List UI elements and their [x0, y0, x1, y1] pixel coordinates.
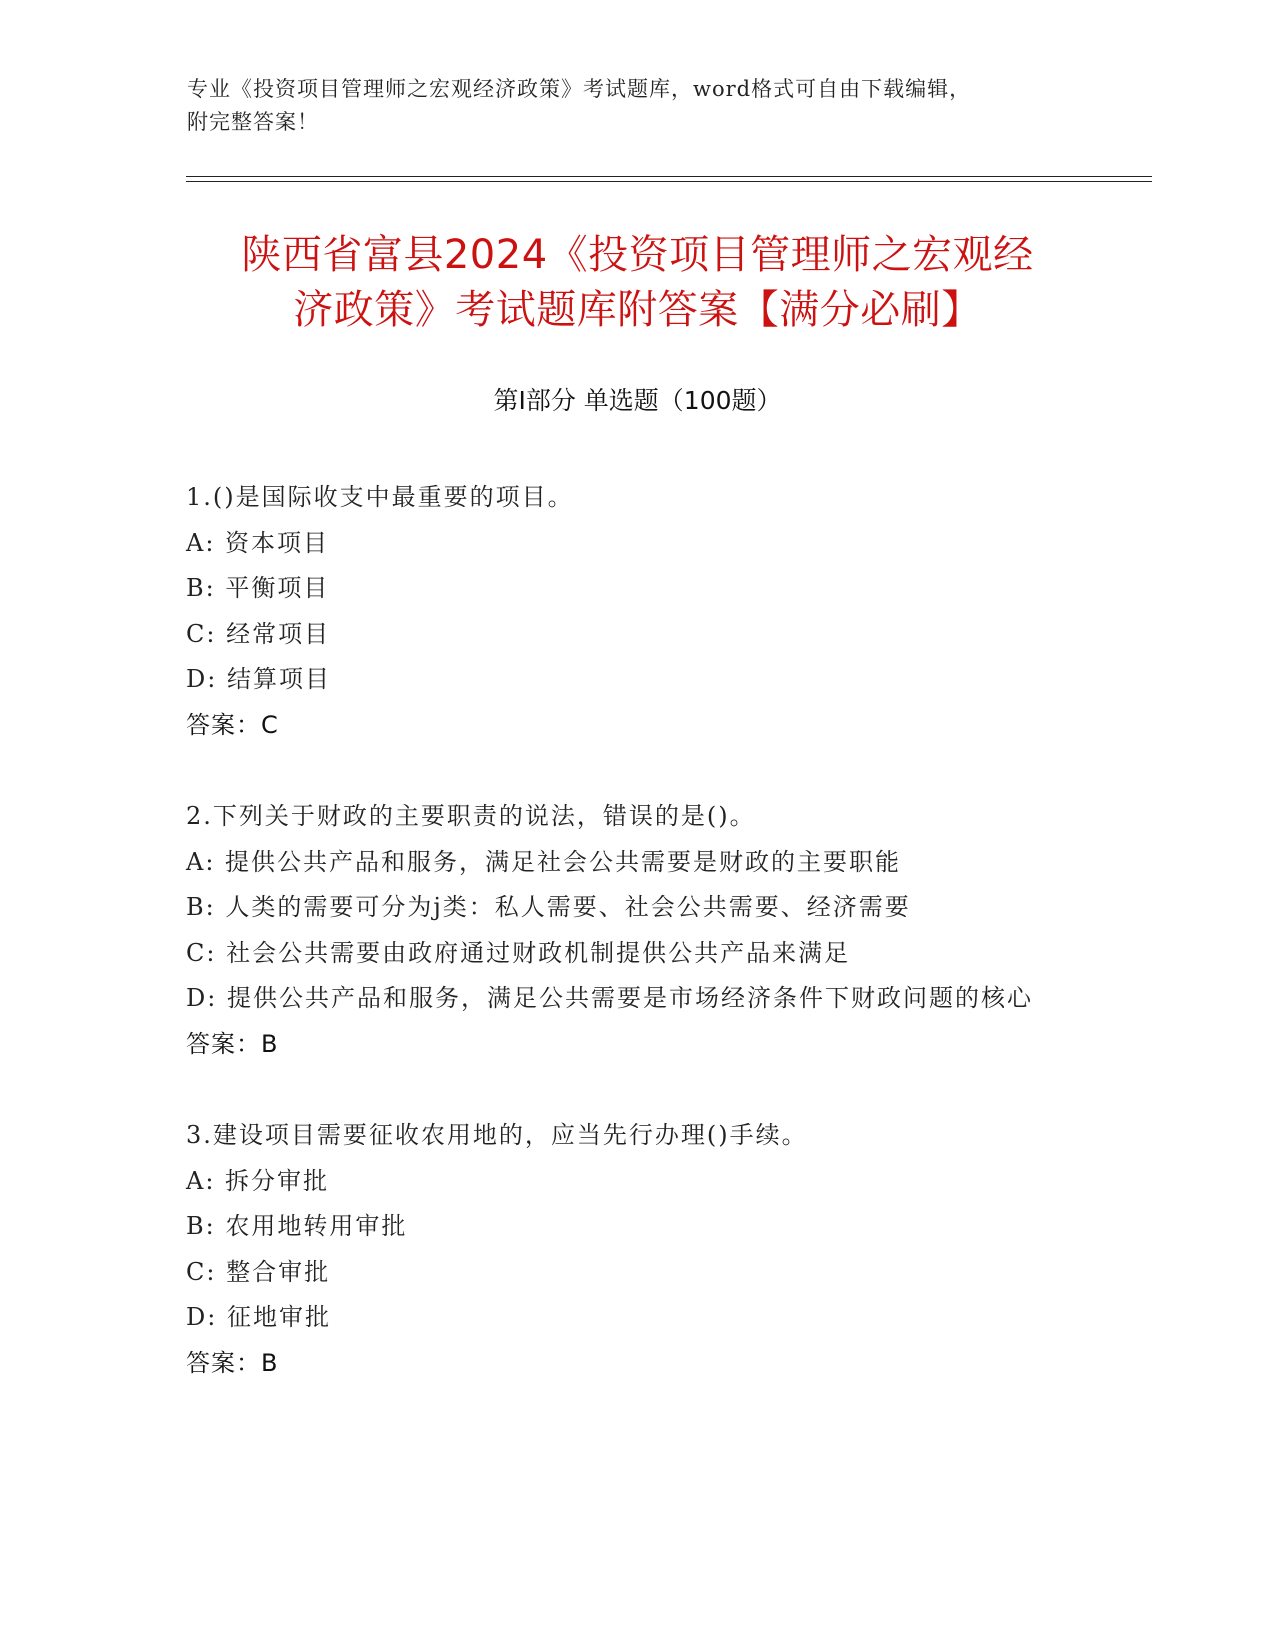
document-title-line-1: 陕西省富县2024《投资项目管理师之宏观经 [241, 232, 1034, 278]
option-c: C: 整合审批 [186, 1257, 331, 1286]
header-rule-top [186, 176, 1152, 177]
question-2 [186, 794, 1086, 1067]
option-c: C: 社会公共需要由政府通过财政机制提供公共产品来满足 [186, 938, 851, 967]
option-b: B: 人类的需要可分为j类：私人需要、社会公共需要、经济需要 [186, 893, 911, 921]
option-d: D: 提供公共产品和服务，满足公共需要是市场经济条件下财政问题的核心 [186, 984, 1033, 1012]
answer-label: 答案：C [186, 710, 279, 739]
document-title-line-2: 济政策》考试题库附答案【满分必刷】 [293, 287, 982, 333]
header-rule-bottom [186, 181, 1152, 182]
answer-label: 答案：B [186, 1348, 279, 1377]
option-b: B: 平衡项目 [186, 574, 330, 602]
option-d: D: 结算项目 [186, 665, 331, 693]
header-note-line-2: 附完整答案！ [187, 110, 319, 134]
option-b: B: 农用地转用审批 [186, 1212, 408, 1240]
option-a: A: 提供公共产品和服务，满足社会公共需要是财政的主要职能 [186, 847, 902, 876]
section-title: 第Ⅰ部分 单选题（100题） [493, 386, 782, 415]
header-note [187, 73, 1067, 139]
option-a: A: 拆分审批 [186, 1166, 330, 1195]
question-list [186, 475, 1086, 1386]
option-c: C: 经常项目 [186, 619, 331, 648]
question-stem: 2.下列关于财政的主要职责的说法，错误的是()。 [186, 802, 756, 830]
option-d: D: 征地审批 [186, 1303, 331, 1331]
document-title [150, 228, 1125, 338]
option-a: A: 资本项目 [186, 528, 330, 557]
question-stem: 3.建设项目需要征收农用地的，应当先行办理()手续。 [186, 1121, 808, 1149]
answer-label: 答案：B [186, 1029, 279, 1058]
question-1 [186, 475, 1086, 748]
header-note-line-1: 专业《投资项目管理师之宏观经济政策》考试题库，word格式可自由下载编辑， [187, 77, 972, 101]
question-stem: 1.()是国际收支中最重要的项目。 [186, 483, 574, 511]
question-3 [186, 1113, 1086, 1386]
